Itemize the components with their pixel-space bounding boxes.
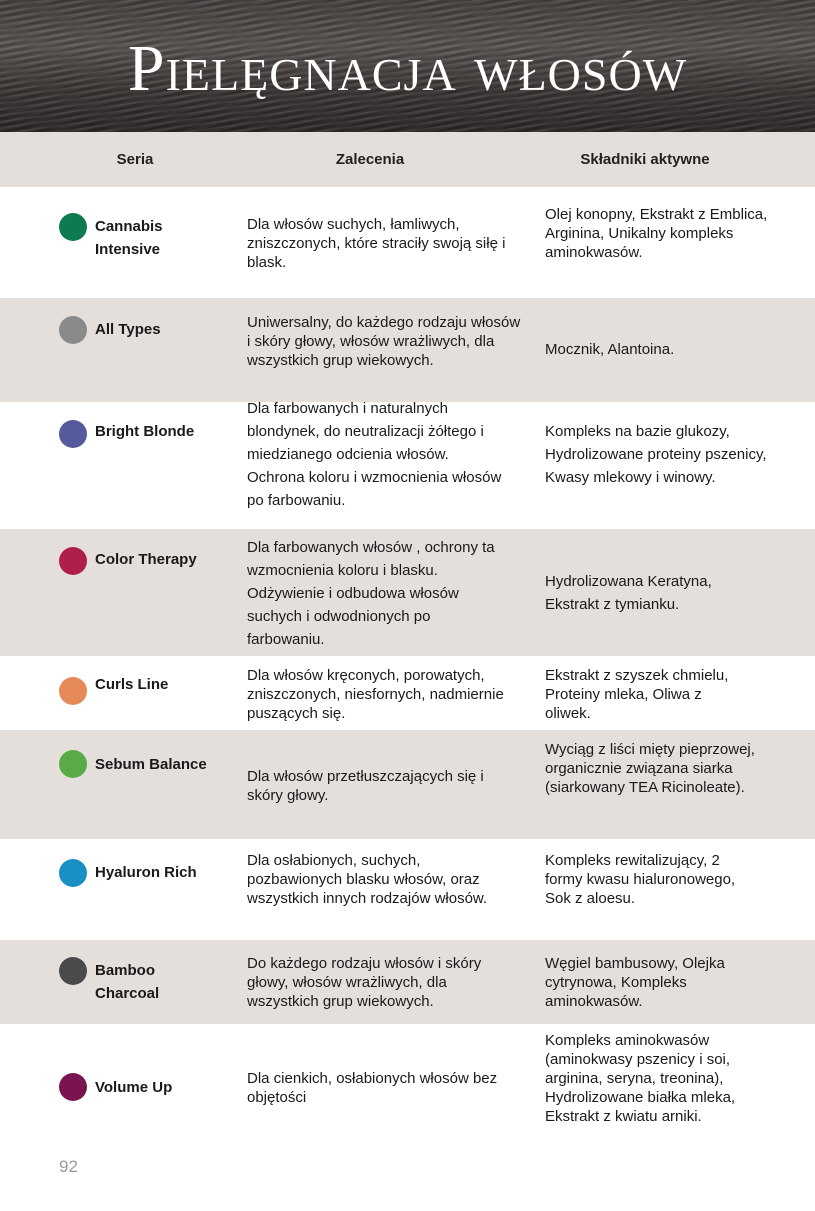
- table-header: [0, 132, 815, 187]
- series-name: Hyaluron Rich: [95, 864, 197, 881]
- recommendation: Uniwersalny, do każdego rodzaju włosów i skóry głowy, włosów wrażliwych, dla wszystkich grup wiekowych.: [247, 314, 521, 369]
- recommendation: Dla cienkich, osłabionych włosów bez objętości: [247, 1070, 498, 1106]
- active-ingredients: Kompleks na bazie glukozy, Hydrolizowane proteiny pszenicy, Kwasy mlekowy i winowy.: [545, 423, 767, 486]
- table-row: [0, 298, 815, 402]
- series-color-dot: [59, 750, 87, 778]
- table-row: [0, 187, 815, 298]
- series-color-dot: [59, 1073, 87, 1101]
- active-ingredients: Mocznik, Alantoina.: [545, 341, 675, 358]
- series-name: Bright Blonde: [95, 423, 195, 440]
- series-name: Cannabis Intensive: [95, 218, 163, 258]
- header-zalecenia: Zalecenia: [335, 151, 405, 168]
- active-ingredients: Wyciąg z liści mięty pieprzowej, organicznie związana siarka (siarkowany TEA Ricinoleate).: [545, 741, 755, 796]
- series-color-dot: [59, 677, 87, 705]
- series-color-dot: [59, 547, 87, 575]
- table-row: [0, 1024, 815, 1152]
- table-row: [0, 402, 815, 529]
- active-ingredients: Ekstrakt z szyszek chmielu, Proteiny mleka, Oliwa z oliwek.: [545, 667, 729, 722]
- series-name: Color Therapy: [95, 551, 197, 568]
- series-name: Bamboo Charcoal: [95, 962, 160, 1002]
- active-ingredients: Hydrolizowana Keratyna, Ekstrakt z tymianku.: [545, 573, 712, 613]
- recommendation: Do każdego rodzaju włosów i skóry głowy, włosów wrażliwych, dla wszystkich grup wiekowych.: [247, 955, 482, 1010]
- active-ingredients: Węgiel bambusowy, Olejka cytrynowa, Kompleks aminokwasów.: [545, 955, 725, 1010]
- header-seria: Seria: [116, 151, 154, 168]
- recommendation: Dla włosów kręconych, porowatych, zniszczonych, niesfornych, nadmiernie puszących się.: [247, 667, 504, 722]
- series-name: All Types: [95, 321, 161, 338]
- recommendation: Dla włosów suchych, łamliwych, zniszczonych, które straciły swoją siłę i blask.: [247, 216, 506, 271]
- hair-banner: [0, 0, 815, 132]
- table-row: [0, 529, 815, 656]
- table-row: [0, 730, 815, 839]
- recommendation: Dla włosów przetłuszczających się i skóry głowy.: [247, 768, 484, 804]
- table-row: [0, 940, 815, 1024]
- table-row: [0, 656, 815, 730]
- table-row: [0, 839, 815, 940]
- recommendation: Dla farbowanych i naturalnych blondynek, do neutralizacji żółtego i miedzianego odcienia włosów. Ochrona koloru i wzmocnienia włosów po farbowaniu.: [247, 400, 502, 509]
- series-name: Volume Up: [95, 1079, 173, 1096]
- series-color-dot: [59, 859, 87, 887]
- series-color-dot: [59, 213, 87, 241]
- active-ingredients: Kompleks aminokwasów (aminokwasy pszenicy i soi, arginina, seryna, treonina), Hydrolizowane białka mleka, Ekstrakt z kwiatu arniki.: [545, 1032, 736, 1125]
- series-color-dot: [59, 957, 87, 985]
- series-name: Sebum Balance: [95, 756, 207, 773]
- active-ingredients: Olej konopny, Ekstrakt z Emblica, Arginina, Unikalny kompleks aminokwasów.: [545, 206, 768, 261]
- series-color-dot: [59, 316, 87, 344]
- page-title: Pielęgnacja włosów: [127, 32, 688, 105]
- series-color-dot: [59, 420, 87, 448]
- active-ingredients: Kompleks rewitalizujący, 2 formy kwasu hialuronowego, Sok z aloesu.: [545, 852, 736, 907]
- recommendation: Dla osłabionych, suchych, pozbawionych blasku włosów, oraz wszystkich innych rodzajów włosów.: [247, 852, 488, 907]
- series-name: Curls Line: [95, 676, 169, 693]
- page-number: 92: [59, 1157, 78, 1176]
- recommendation: Dla farbowanych włosów , ochrony ta wzmocnienia koloru i blasku. Odżywienie i odbudowa włosów suchych i odwodnionych po farbowaniu.: [247, 539, 495, 648]
- header-skladniki: Składniki aktywne: [580, 151, 710, 168]
